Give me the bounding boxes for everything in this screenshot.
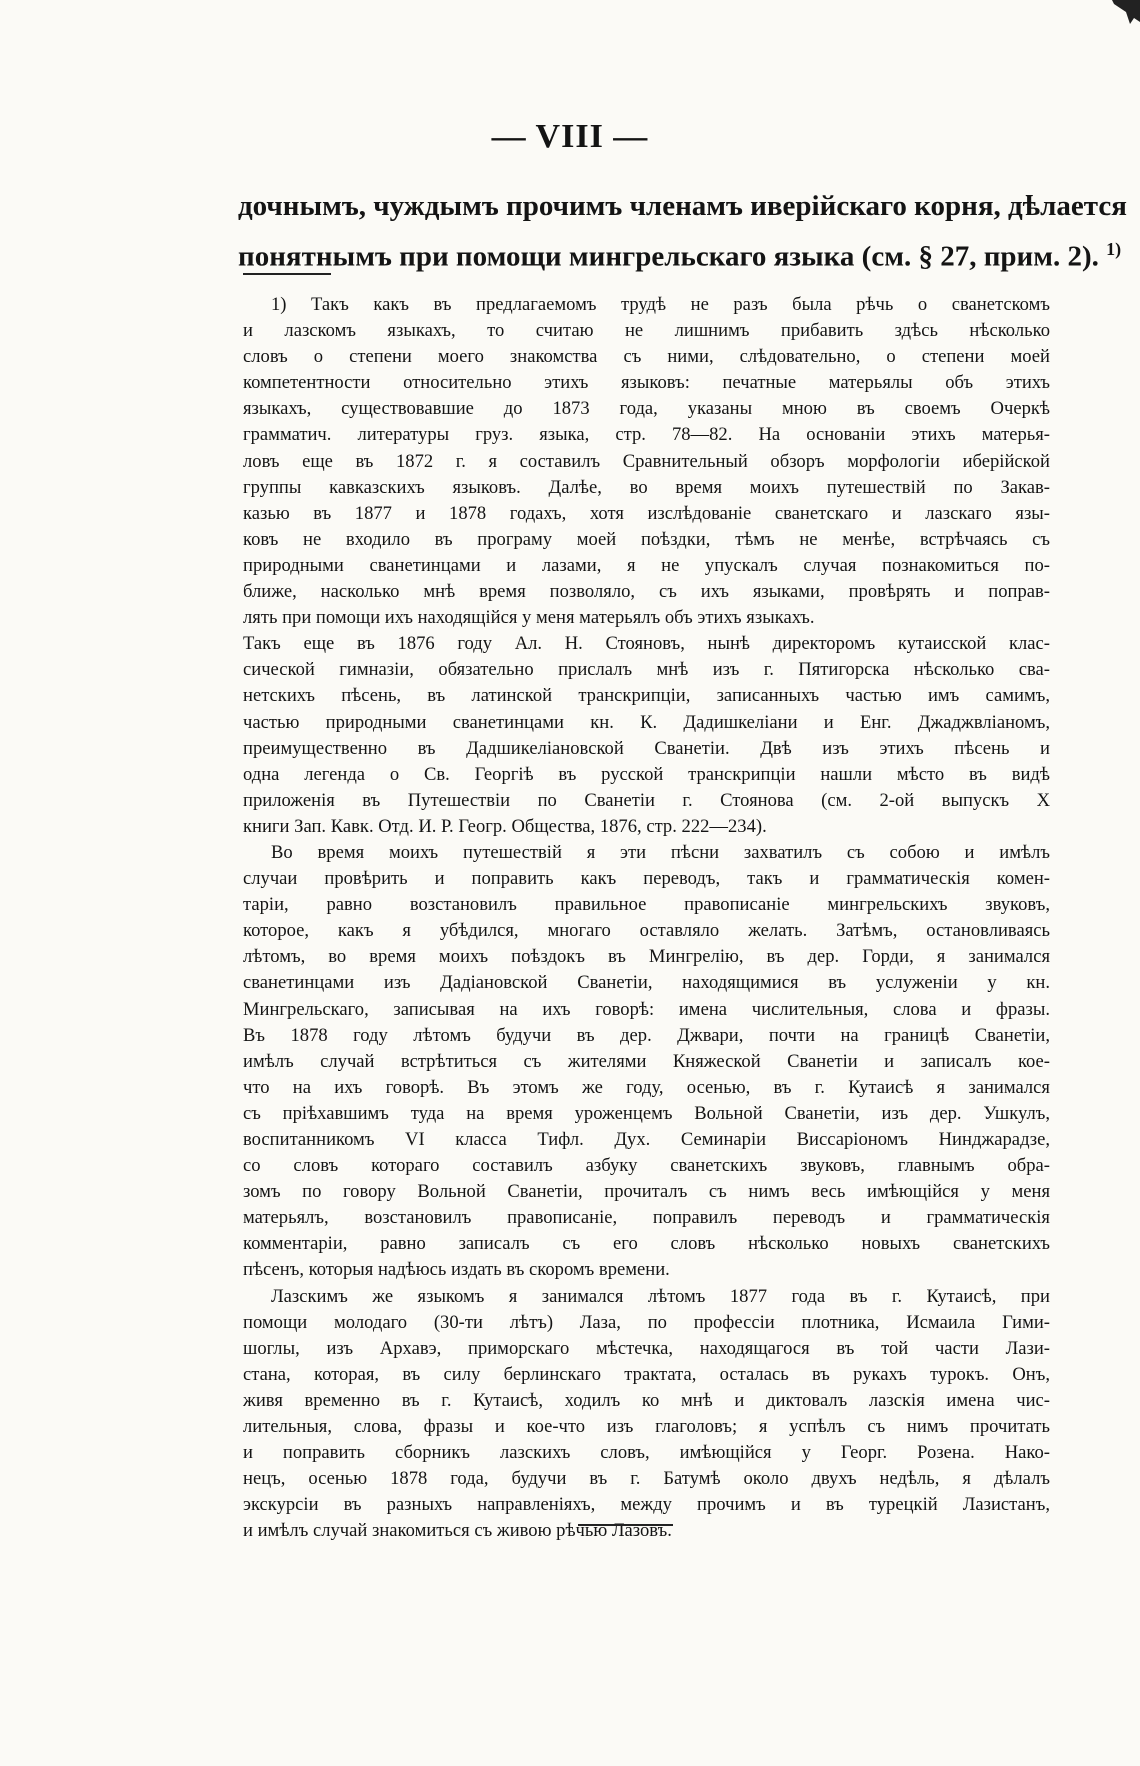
end-rule <box>578 1524 673 1526</box>
footnote-line: нетскихъ пѣсень, въ латинской транскрипціи, записанныхъ частью имъ самимъ, <box>243 685 1050 707</box>
footnote-line: лительныя, слова, фразы и кое-что изъ глаголовъ; я успѣлъ съ нимъ прочитать <box>243 1416 1050 1438</box>
footnote-line: приложенія въ Путешествіи по Сванетіи г. Стоянова (см. 2-ой выпускъ X <box>243 789 1050 811</box>
footnote-line: одна легенда о Св. Георгіѣ въ русской транскрипціи нашли мѣсто въ видѣ <box>243 763 1050 785</box>
footnote-line: таріи, равно возстановилъ правильное правописаніе мингрельскихъ звуковъ, <box>243 894 1050 916</box>
footnote-line: нецъ, осенью 1878 года, будучи въ г. Батумѣ около двухъ недѣль, я дѣлалъ <box>243 1468 1050 1490</box>
footnote-line: живя временно въ г. Кутаисѣ, ходилъ ко мнѣ и диктовалъ лазскія имена чис- <box>243 1389 1050 1411</box>
footnote-line: помощи молодаго (30-ти лѣтъ) Лаза, по профессіи плотника, Исмаила Гими- <box>243 1311 1050 1333</box>
footnote-line: и имѣлъ случай знакомиться съ живою рѣчью Лазовъ. <box>243 1520 672 1542</box>
footnote-line: экскурсіи въ разныхъ направленіяхъ, между прочимъ и въ турецкій Лазистанъ, <box>243 1494 1050 1516</box>
footnote-line: лять при помощи ихъ находящійся у меня матерьялъ объ этихъ языкахъ. <box>243 607 815 629</box>
footnote-line: сической гимназіи, обязательно прислалъ мнѣ изъ г. Пятигорска нѣсколько сва- <box>243 659 1050 681</box>
footnote-line: Лазскимъ же языкомъ я занимался лѣтомъ 1877 года въ г. Кутаисѣ, при <box>271 1285 1050 1307</box>
main-text-line: понятнымъ при помощи мингрельскаго языка (см. § 27, прим. 2). $^{1)}$ <box>238 239 1122 273</box>
main-text <box>238 185 1127 279</box>
footnote-line: казью въ 1877 и 1878 годахъ, хотя изслѣдованіе сванетскаго и лазскаго язы- <box>243 502 1050 524</box>
footnote-line: группы кавказскихъ языковъ. Далѣе, во время моихъ путешествій по Закав- <box>243 476 1050 498</box>
footnote-line: компетентности относительно этихъ языковъ: печатные матерьялы объ этихъ <box>243 372 1050 394</box>
footnote-line: языкахъ, существовавшие до 1873 года, указаны мною въ своемъ Очеркѣ <box>243 398 1050 420</box>
footnote-line: съ пріѣхавшимъ туда на время уроженцемъ Вольной Сванетіи, изъ дер. Ушкулъ, <box>243 1102 1050 1124</box>
footnote-line: ближе, насколько мнѣ время позволяло, съ ихъ языками, провѣрять и поправ- <box>243 581 1050 603</box>
footnote-line: лѣтомъ, во время моихъ поѣздокъ въ Мингрелію, въ дер. Горди, я занимался <box>243 946 1050 968</box>
footnote-line: стана, которая, въ силу берлинскаго трактата, осталась въ рукахъ турокъ. Онъ, <box>243 1363 1050 1385</box>
footnote-line: имѣлъ случай встрѣтиться съ жителями Княжеской Сванетіи и записалъ кое- <box>243 1050 1050 1072</box>
footnote-line: книги Зап. Кавк. Отд. И. Р. Геогр. Общества, 1876, стр. 222—234). <box>243 815 767 837</box>
footnote-line: словъ о степени моего знакомства съ ними, слѣдовательно, о степени моей <box>243 346 1050 368</box>
footnote-line: природными сванетинцами и лазами, я не упускалъ случая познакомиться по- <box>243 554 1050 576</box>
footnote-line: преимущественно въ Дадшикеліановской Сванетіи. Двѣ изъ этихъ пѣсень и <box>243 737 1050 759</box>
footnote-line: грамматич. литературы груз. языка, стр. 78—82. На основаніи этихъ матерья- <box>243 424 1050 446</box>
footnote-line: что на ихъ говорѣ. Въ этомъ же году, осенью, въ г. Кутаисѣ я занимался <box>243 1076 1050 1098</box>
footnote-line: воспитанникомъ VI класса Тифл. Дух. Семинаріи Виссаріономъ Нинджарадзе, <box>243 1129 1050 1150</box>
footnote-line: матерьялъ, возстановилъ правописаніе, поправилъ переводъ и грамматическія <box>243 1207 1050 1229</box>
footnote-line: со словъ котораго составилъ азбуку сванетскихъ звуковъ, главнымъ обра- <box>243 1155 1050 1177</box>
footnote-line: и лазскомъ языкахъ, то считаю не лишнимъ прибавить здѣсь нѣсколько <box>243 320 1050 342</box>
footnote-line: зомъ по говору Вольной Сванетіи, прочиталъ съ нимъ весь имѣющійся у меня <box>243 1181 1050 1203</box>
footnote <box>243 292 1050 1545</box>
footnote-line: случаи провѣрить и поправить какъ переводъ, такъ и грамматическія комен- <box>243 868 1050 890</box>
main-text-line: дочнымъ, чуждымъ прочимъ членамъ иверійскаго корня, дѣлается <box>238 190 1127 222</box>
footnote-line: которое, какъ я убѣдился, многаго оставляло желать. Затѣмъ, остановливаясь <box>243 920 1050 942</box>
footnote-line: шоглы, изъ Архавэ, приморскаго мѣстечка, находящагося въ той части Лази- <box>243 1337 1050 1359</box>
footnote-separator <box>243 273 331 275</box>
footnote-line: Во время моихъ путешествій я эти пѣсни захватилъ съ собою и имѣлъ <box>271 841 1050 863</box>
footnote-line: сванетинцами изъ Дадіановской Сванетіи, находящимися въ услуженіи у кн. <box>243 972 1050 994</box>
footnote-line: и поправить сборникъ лазскихъ словъ, имѣющійся у Георг. Розена. Нако- <box>243 1442 1050 1464</box>
footnote-line: комментаріи, равно записалъ съ его словъ нѣсколько новыхъ сванетскихъ <box>243 1233 1050 1255</box>
scan-edge-mark <box>1100 0 1140 30</box>
footnote-reference: 1) <box>1106 239 1122 259</box>
footnote-line: ловъ еще въ 1872 г. я составилъ Сравнительный обзоръ морфологіи иберійской <box>243 450 1050 472</box>
footnote-line: пѣсенъ, которыя надѣюсь издать въ скоромъ времени. <box>243 1259 670 1281</box>
footnote-line: Въ 1878 году лѣтомъ будучи въ дер. Джвари, почти на границѣ Сванетіи, <box>243 1024 1050 1046</box>
page-number: — VIII — <box>491 118 649 155</box>
footnote-line: Такъ еще въ 1876 году Ал. Н. Стояновъ, нынѣ директоромъ кутаисской клас- <box>243 633 1050 655</box>
footnote-line: частью природными сванетинцами кн. К. Дадишкеліани и Енг. Джаджвліаномъ, <box>243 711 1050 733</box>
footnote-line: ковъ не входило въ програму моей поѣздки, тѣмъ не менѣе, встрѣчаясь съ <box>243 528 1050 550</box>
footnote-line: 1) Такъ какъ въ предлагаемомъ трудѣ не разъ была рѣчь о сванетскомъ <box>271 294 1050 315</box>
footnote-line: Мингрельскаго, записывая на ихъ говорѣ: имена числительныя, слова и фразы. <box>243 998 1050 1020</box>
